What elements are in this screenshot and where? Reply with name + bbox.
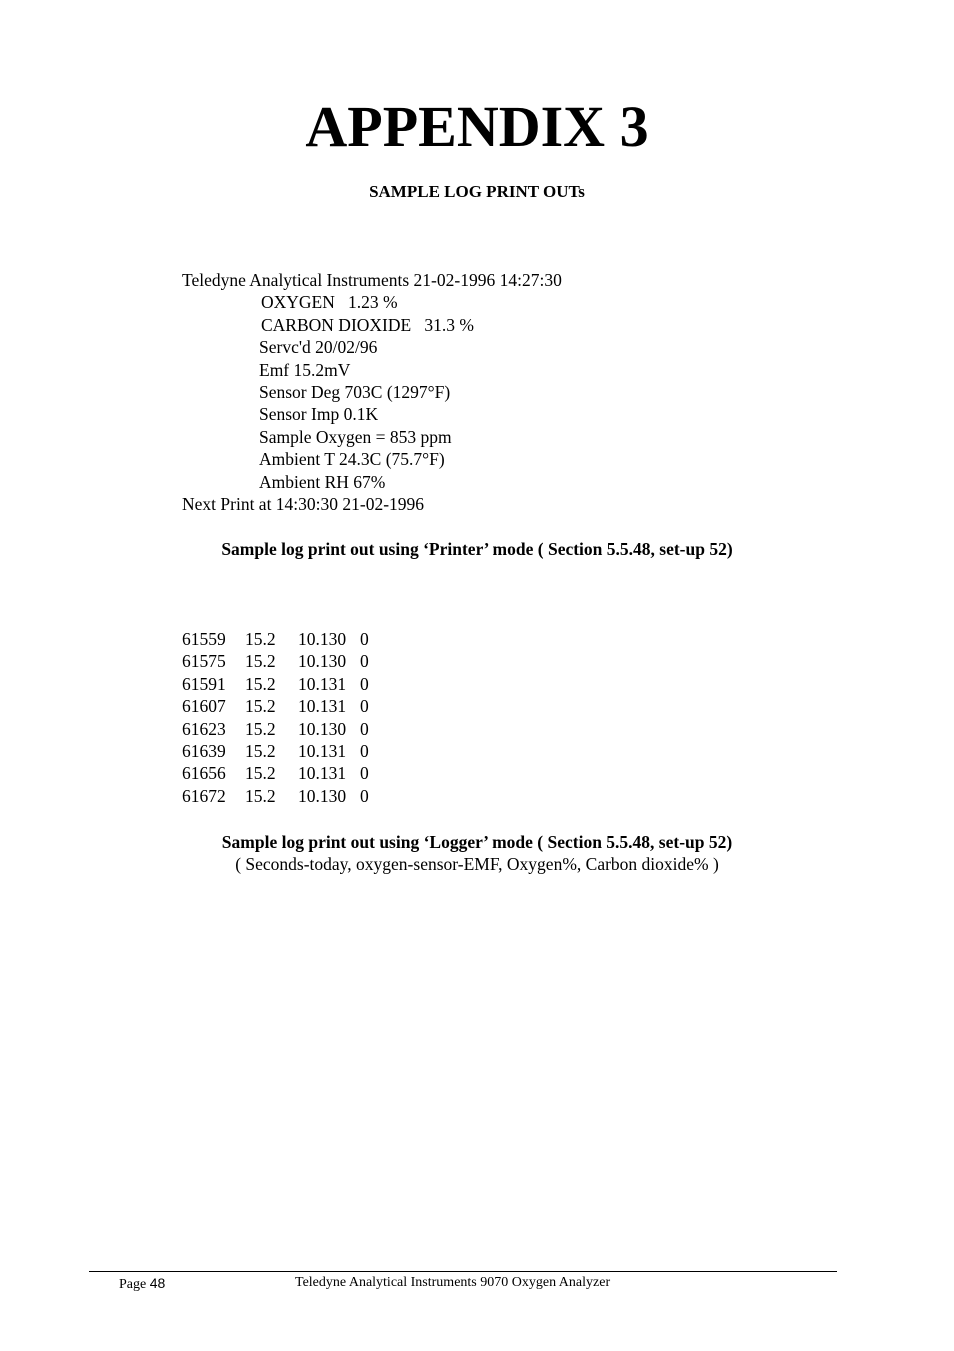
logger-log-printout bbox=[182, 628, 380, 807]
printer-log-line: Sample Oxygen = 853 ppm bbox=[259, 426, 452, 447]
page-title: APPENDIX 3 bbox=[305, 94, 649, 159]
carbon-dioxide-cell: 0 bbox=[360, 696, 369, 717]
emf-cell: 15.2 bbox=[245, 785, 276, 806]
seconds-today-cell: 61607 bbox=[182, 696, 226, 717]
emf-cell: 15.2 bbox=[245, 673, 276, 694]
oxygen-cell: 10.130 bbox=[298, 718, 347, 739]
oxygen-cell: 10.130 bbox=[298, 651, 347, 672]
oxygen-cell: 10.130 bbox=[298, 629, 347, 649]
oxygen-cell: 10.131 bbox=[298, 673, 347, 694]
printer-log-line: Ambient T 24.3C (75.7°F) bbox=[259, 449, 445, 470]
carbon-dioxide-cell: 0 bbox=[360, 763, 369, 784]
logger-log-row bbox=[182, 718, 380, 740]
oxygen-cell: 10.131 bbox=[298, 740, 347, 761]
emf-cell: 15.2 bbox=[245, 696, 276, 717]
emf-cell: 15.2 bbox=[245, 740, 276, 761]
logger-log-row bbox=[182, 762, 380, 784]
seconds-today-cell: 61656 bbox=[182, 763, 226, 784]
emf-cell: 15.2 bbox=[245, 718, 276, 739]
emf-cell: 15.2 bbox=[245, 629, 276, 649]
printer-log-next-print: Next Print at 14:30:30 21-02-1996 bbox=[182, 493, 425, 514]
printer-log-line: Sensor Deg 703C (1297°F) bbox=[259, 381, 451, 402]
printer-log-oxygen: OXYGEN 1.23 % bbox=[261, 292, 398, 313]
seconds-today-cell: 61672 bbox=[182, 785, 226, 806]
printer-log-carbon-dioxide: CARBON DIOXIDE 31.3 % bbox=[261, 314, 474, 335]
logger-log-row bbox=[182, 695, 380, 717]
logger-log-row bbox=[182, 740, 380, 762]
printer-log-header: Teledyne Analytical Instruments 21-02-1996 14:27:30 bbox=[182, 270, 562, 290]
seconds-today-cell: 61559 bbox=[182, 629, 226, 649]
page-number: 48 bbox=[149, 1275, 166, 1291]
footer-document-title: Teledyne Analytical Instruments 9070 Oxygen Analyzer bbox=[295, 1275, 611, 1290]
carbon-dioxide-cell: 0 bbox=[360, 651, 369, 672]
oxygen-cell: 10.131 bbox=[298, 763, 347, 784]
carbon-dioxide-cell: 0 bbox=[360, 629, 369, 649]
oxygen-cell: 10.131 bbox=[298, 696, 347, 717]
printer-log-caption: Sample log print out using ‘Printer’ mode ( Section 5.5.48, set-up 52) bbox=[221, 539, 733, 559]
page-label: Page bbox=[119, 1277, 147, 1292]
footer-page-number bbox=[119, 1274, 165, 1294]
logger-log-legend: ( Seconds-today, oxygen-sensor-EMF, Oxygen%, Carbon dioxide% ) bbox=[235, 854, 719, 874]
logger-log-row bbox=[182, 650, 380, 672]
seconds-today-cell: 61575 bbox=[182, 651, 226, 672]
carbon-dioxide-cell: 0 bbox=[360, 673, 369, 694]
logger-log-row bbox=[182, 628, 380, 650]
seconds-today-cell: 61623 bbox=[182, 718, 226, 739]
logger-log-caption: Sample log print out using ‘Logger’ mode ( Section 5.5.48, set-up 52) bbox=[221, 832, 733, 852]
logger-log-row bbox=[182, 673, 380, 695]
emf-cell: 15.2 bbox=[245, 763, 276, 784]
logger-log-row bbox=[182, 785, 380, 807]
printer-log-line: Ambient RH 67% bbox=[259, 471, 386, 492]
oxygen-cell: 10.130 bbox=[298, 785, 347, 806]
printer-log-line: Emf 15.2mV bbox=[259, 359, 351, 380]
seconds-today-cell: 61591 bbox=[182, 673, 226, 694]
carbon-dioxide-cell: 0 bbox=[360, 785, 369, 806]
carbon-dioxide-cell: 0 bbox=[360, 740, 369, 761]
printer-log-line: Servc'd 20/02/96 bbox=[259, 337, 378, 358]
seconds-today-cell: 61639 bbox=[182, 740, 226, 761]
emf-cell: 15.2 bbox=[245, 651, 276, 672]
page-subtitle: SAMPLE LOG PRINT OUTs bbox=[369, 182, 585, 201]
footer-divider bbox=[89, 1271, 837, 1272]
printer-log-line: Sensor Imp 0.1K bbox=[259, 404, 379, 425]
printer-log-printout bbox=[182, 269, 562, 515]
carbon-dioxide-cell: 0 bbox=[360, 718, 369, 739]
